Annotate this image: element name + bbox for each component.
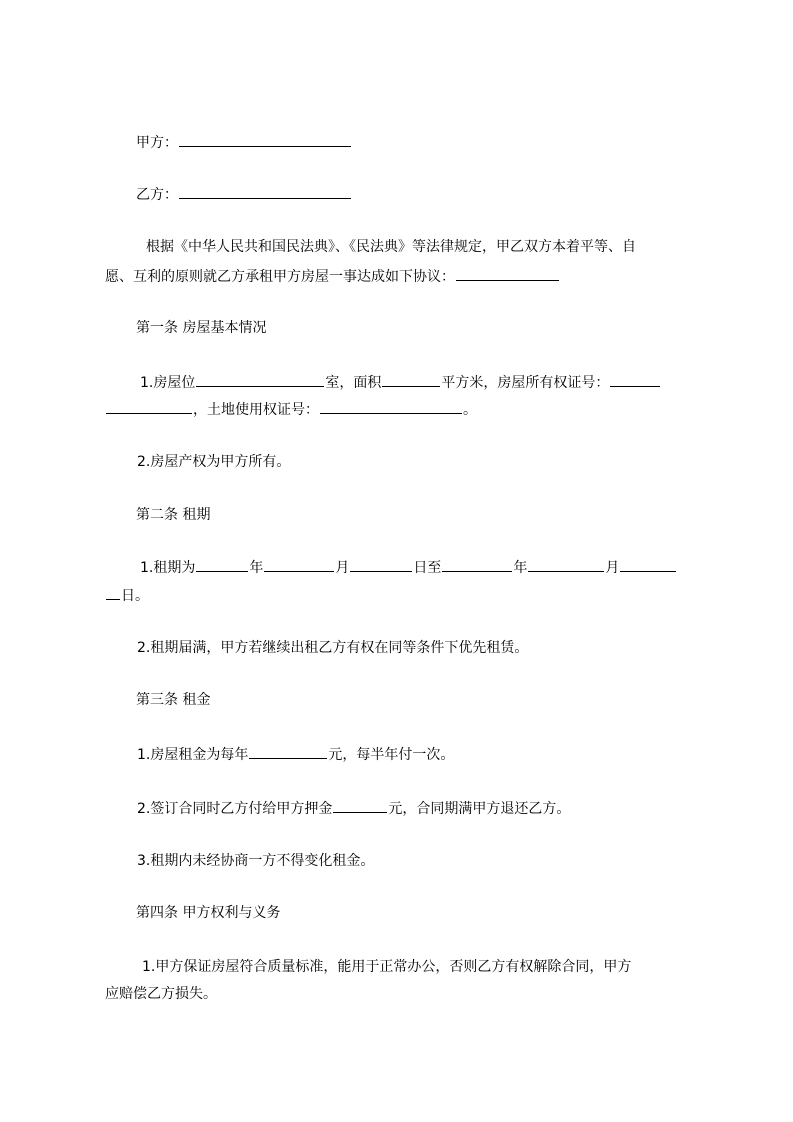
article-1-item-2: 2.房屋产权为甲方所有。	[137, 454, 291, 470]
end-month-blank[interactable]	[528, 556, 604, 572]
party-a-blank[interactable]	[179, 131, 351, 147]
article-3-title: 第三条 租金	[136, 692, 211, 708]
annual-rent-blank[interactable]	[249, 743, 327, 759]
article-1-item-1-line-1	[140, 371, 740, 394]
article-2-item-2: 2.租期届满，甲方若继续出租乙方有权在同等条件下优先租赁。	[137, 640, 529, 656]
article-2-title: 第二条 租期	[136, 507, 211, 523]
year-label-1: 年	[249, 560, 264, 576]
preamble-blank[interactable]	[456, 265, 559, 281]
day-end-label: 日。	[121, 588, 149, 604]
party-a-row	[136, 131, 736, 154]
lease-term-label: 1.租期为	[140, 560, 196, 576]
article-4-item-1-line-2: 应赔偿乙方损失。	[105, 986, 217, 1002]
party-b-label: 乙方：	[136, 187, 178, 203]
end-day-blank-1[interactable]	[620, 556, 676, 572]
start-year-blank[interactable]	[196, 556, 248, 572]
end-year-blank[interactable]	[442, 556, 512, 572]
preamble-line-1: 根据《中华人民共和国民法典》、《民法典》等法律规定，甲乙双方本着平等、自	[146, 239, 636, 255]
start-month-blank[interactable]	[264, 556, 334, 572]
annual-rent-label: 1.房屋租金为每年	[137, 747, 249, 763]
party-b-row	[136, 183, 736, 206]
day-to-label: 日至	[413, 560, 442, 576]
month-label-1: 月	[335, 560, 350, 576]
article-2-item-1-line-1	[140, 556, 740, 579]
year-label-2: 年	[513, 560, 528, 576]
article-1-item-1-line-2	[105, 398, 705, 421]
ownership-cert-label: 平方米，房屋所有权证号：	[441, 375, 610, 391]
article-4-title: 第四条 甲方权利与义务	[136, 905, 281, 921]
end-day-blank-2[interactable]	[106, 584, 120, 600]
preamble-line-2	[105, 265, 705, 288]
house-location-blank[interactable]	[196, 371, 324, 387]
article-3-item-2	[137, 797, 737, 820]
article-2-item-1-line-2	[105, 584, 705, 607]
deposit-label: 2.签订合同时乙方付给甲方押金	[137, 801, 333, 817]
start-day-blank[interactable]	[350, 556, 412, 572]
article-1-title: 第一条 房屋基本情况	[136, 320, 267, 336]
sentence-end: 。	[463, 402, 477, 418]
area-label: 室，面积	[325, 375, 382, 391]
deposit-return-text: 元，合同期满甲方退还乙方。	[388, 801, 571, 817]
preamble-line-2-text: 愿、互利的原则就乙方承租甲方房屋一事达成如下协议：	[105, 269, 455, 285]
article-3-item-1	[137, 743, 737, 766]
month-label-2: 月	[605, 560, 620, 576]
rent-payment-text: 元，每半年付一次。	[328, 747, 455, 763]
area-blank[interactable]	[382, 371, 440, 387]
house-location-label: 1.房屋位	[140, 375, 196, 391]
article-4-item-1-line-1: 1.甲方保证房屋符合质量标准，能用于正常办公，否则乙方有权解除合同，甲方	[142, 959, 632, 975]
deposit-blank[interactable]	[333, 797, 387, 813]
party-a-label: 甲方：	[136, 135, 178, 151]
party-b-blank[interactable]	[179, 183, 351, 199]
ownership-cert-blank-1[interactable]	[610, 371, 660, 387]
land-cert-label: ，土地使用权证号：	[193, 402, 319, 418]
article-3-item-3: 3.租期内未经协商一方不得变化租金。	[137, 853, 375, 869]
ownership-cert-blank-2[interactable]	[106, 398, 192, 414]
land-cert-blank[interactable]	[320, 398, 462, 414]
